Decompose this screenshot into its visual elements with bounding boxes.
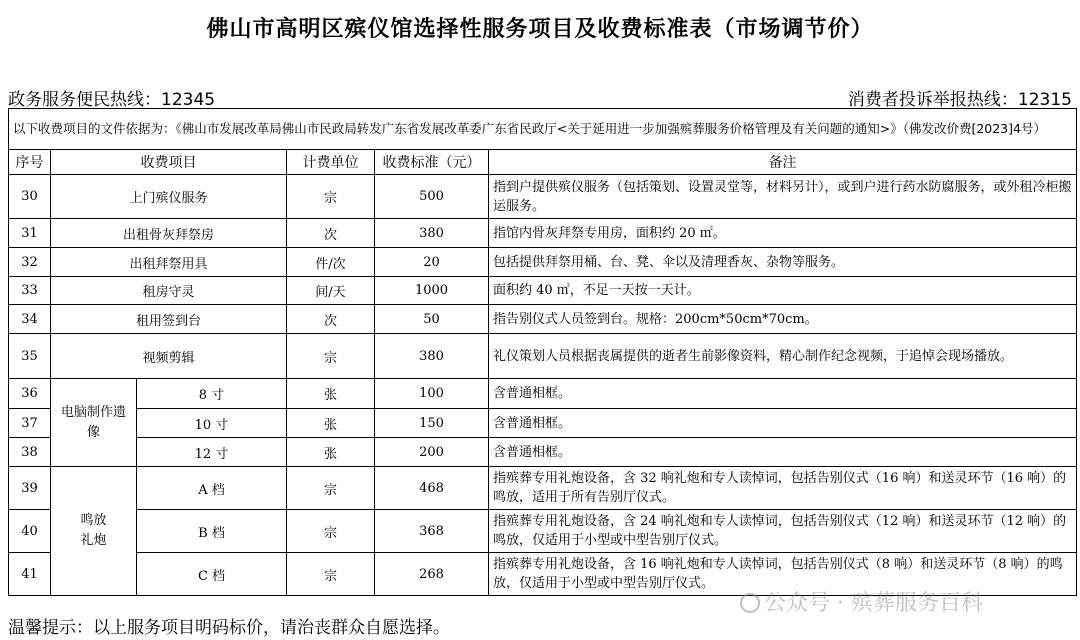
table-row: [9, 219, 1077, 248]
row-price: 380: [375, 334, 489, 379]
table-row: [9, 277, 1077, 305]
row-note: 含普通相框。: [489, 379, 1077, 409]
row-price: 1000: [375, 277, 489, 305]
page-title: 佛山市高明区殡仪馆选择性服务项目及收费标准表（市场调节价）: [206, 17, 874, 42]
row-unit: 次: [287, 219, 375, 248]
row-no: 41: [9, 553, 51, 596]
row-note: 指殡葬专用礼炮设备，含 16 响礼炮和专人读悼词，包括告别仪式（8 响）和送灵环节（8 响）的鸣放，仅适用于小型或中型告别厅仪式。: [489, 553, 1077, 596]
row-price: 380: [375, 219, 489, 248]
row-no: 35: [9, 334, 51, 379]
row-note: 指到户提供殡仪服务（包括策划、设置灵堂等，材料另计），或到户进行药水防腐服务，或外租冷柜搬运服务。: [489, 175, 1077, 219]
row-note: 礼仪策划人员根据丧属提供的逝者生前影像资料，精心制作纪念视频，于追悼会现场播放。: [489, 334, 1077, 379]
row-no: 30: [9, 175, 51, 219]
header-price: 收费标准（元）: [375, 150, 489, 175]
table-row: [9, 334, 1077, 379]
row-note: 指殡葬专用礼炮设备，含 32 响礼炮和专人读悼词，包括告别仪式（16 响）和送灵环节（16 响）的鸣放，适用于所有告别厅仪式。: [489, 467, 1077, 510]
row-item: 租用签到台: [51, 305, 287, 334]
row-no: 39: [9, 467, 51, 510]
row-price: 150: [375, 409, 489, 438]
row-no: 38: [9, 438, 51, 467]
row-unit: 宗: [287, 175, 375, 219]
row-unit: 张: [287, 409, 375, 438]
row-note: 含普通相框。: [489, 409, 1077, 438]
header-item: 收费项目: [51, 150, 287, 175]
table-row: [9, 175, 1077, 219]
row-price: 500: [375, 175, 489, 219]
row-item: 出租骨灰拜祭房: [51, 219, 287, 248]
row-sub-item: A 档: [137, 467, 287, 510]
footer-notice: 温馨提示：以上服务项目明码标价，请治丧群众自愿选择。: [8, 618, 450, 638]
header-no: 序号: [9, 150, 51, 175]
watermark: [740, 586, 983, 617]
row-sub-item: 12 寸: [137, 438, 287, 467]
row-price: 200: [375, 438, 489, 467]
row-item: 上门殡仪服务: [51, 175, 287, 219]
row-unit: 张: [287, 379, 375, 409]
row-unit: 宗: [287, 510, 375, 553]
row-note: 含普通相框。: [489, 438, 1077, 467]
row-item: 租房守灵: [51, 277, 287, 305]
complaint-hotline: 消费者投诉举报热线：12315: [847, 90, 1072, 110]
header-note: 备注: [489, 150, 1077, 175]
header-unit: 计费单位: [287, 150, 375, 175]
row-unit: 宗: [287, 334, 375, 379]
fee-table: [8, 108, 1077, 596]
group-label-salute: 鸣放礼炮: [51, 467, 137, 596]
table-row: [9, 467, 1077, 510]
row-unit: 间/天: [287, 277, 375, 305]
row-no: 31: [9, 219, 51, 248]
row-unit: 件/次: [287, 248, 375, 277]
row-price: 20: [375, 248, 489, 277]
row-note: 指殡葬专用礼炮设备，含 24 响礼炮和专人读悼词，包括告别仪式（12 响）和送灵环节（12 响）的鸣放，仅适用于小型或中型告别厅仪式。: [489, 510, 1077, 553]
table-row: [9, 305, 1077, 334]
row-unit: 宗: [287, 467, 375, 510]
row-no: 40: [9, 510, 51, 553]
row-item: 出租拜祭用具: [51, 248, 287, 277]
table-row: [9, 409, 1077, 438]
row-no: 37: [9, 409, 51, 438]
row-sub-item: 10 寸: [137, 409, 287, 438]
wechat-icon: [740, 593, 760, 613]
citizen-hotline: 政务服务便民热线：12345: [8, 90, 216, 110]
row-price: 268: [375, 553, 489, 596]
row-unit: 次: [287, 305, 375, 334]
row-note: 指告别仪式人员签到台。规格：200cm*50cm*70cm。: [489, 305, 1077, 334]
row-no: 33: [9, 277, 51, 305]
row-sub-item: B 档: [137, 510, 287, 553]
row-price: 368: [375, 510, 489, 553]
document-basis: 以下收费项目的文件依据为：《佛山市发展改革局佛山市民政局转发广东省发展改革委广东省民政厅<关于延用进一步加强殡葬服务价格管理及有关问题的通知>》（佛发改价费[2023]4号）: [9, 109, 1077, 150]
table-row: [9, 248, 1077, 277]
watermark-text: 公众号 · 殡葬服务百科: [764, 591, 983, 616]
row-no: 34: [9, 305, 51, 334]
row-no: 36: [9, 379, 51, 409]
table-row: [9, 510, 1077, 553]
row-no: 32: [9, 248, 51, 277]
row-price: 50: [375, 305, 489, 334]
row-sub-item: 8 寸: [137, 379, 287, 409]
basis-row: [9, 109, 1077, 150]
table-row: [9, 438, 1077, 467]
row-price: 100: [375, 379, 489, 409]
row-price: 468: [375, 467, 489, 510]
row-unit: 张: [287, 438, 375, 467]
row-note: 指馆内骨灰拜祭专用房，面积约 20 ㎡。: [489, 219, 1077, 248]
row-note: 面积约 40 ㎡，不足一天按一天计。: [489, 277, 1077, 305]
row-unit: 宗: [287, 553, 375, 596]
row-item: 视频剪辑: [51, 334, 287, 379]
group-label-portrait: 电脑制作遗像: [51, 379, 137, 467]
table-row: [9, 379, 1077, 409]
row-note: 包括提供拜祭用桶、台、凳、伞以及清理香灰、杂物等服务。: [489, 248, 1077, 277]
row-sub-item: C 档: [137, 553, 287, 596]
table-header: [9, 150, 1077, 175]
